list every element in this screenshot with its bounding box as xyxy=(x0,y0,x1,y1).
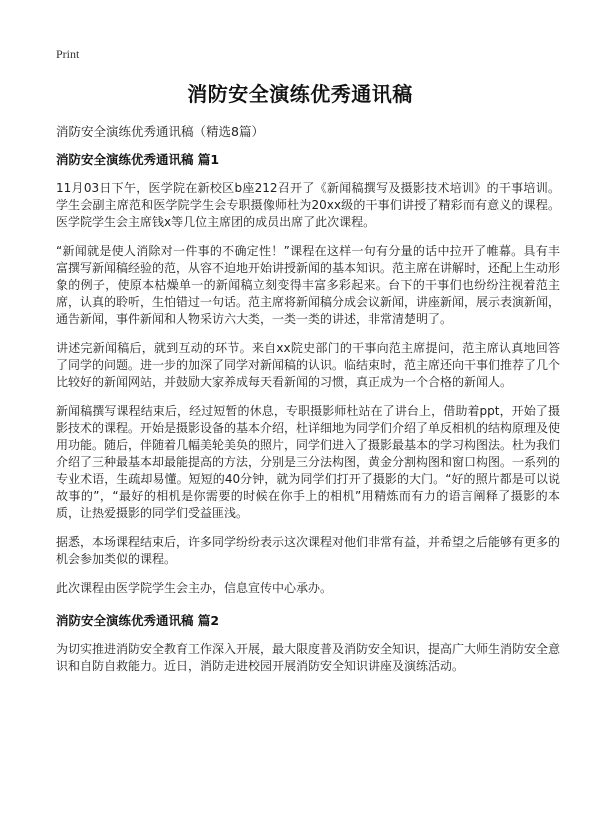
paragraph: 新闻稿撰写课程结束后，经过短暂的休息，专职摄影师杜站在了讲台上，借助着ppt，开始了摄影技术的课程。开始是摄影设备的基本介绍，杜详细地为同学们介绍了单反相机的结构原理及使用功能。随后，伴随着几幅美轮美奂的照片，同学们进入了摄影最基本的学习构图法。杜为我们介绍了三种最基本却最能提高的方法，分别是三分法构图，黄金分割构图和窗口构图。一系列的专业术语，生疏却易懂。短短的40分钟，就为同学们打开了摄影的大门。“好的照片都是可以说故事的”，“最好的相机是你需要的时候在你手上的相机”用精炼而有力的语言阐释了摄影的本质，让热爱摄影的同学们受益匪浅。 xyxy=(56,404,561,520)
paragraph: 据悉，本场课程结束后，许多同学纷纷表示这次课程对他们非常有益，并希望之后能够有更多的机会参加类似的课程。 xyxy=(56,535,561,566)
section-heading: 消防安全演练优秀通讯稿 篇2 xyxy=(56,613,220,628)
section-2 xyxy=(56,611,560,675)
paragraph: 为切实推进消防安全教育工作深入开展，最大限度普及消防安全知识，提高广大师生消防安全意识和自防自救能力。近日，消防走进校园开展消防安全知识讲座及演练活动。 xyxy=(56,642,561,673)
document-subtitle: 消防安全演练优秀通讯稿（精选8篇） xyxy=(56,124,264,139)
section-1 xyxy=(56,150,560,597)
paragraph: 讲述完新闻稿后，就到互动的环节。来自xx院史部门的干事向范主席提问，范主席认真地回答了同学的问题。进一步的加深了同学对新闻稿的认识。临结束时，范主席还向干事们推荐了几个比较好的新闻网站，并鼓励大家养成每天看新闻的习惯，真正成为一个合格的新闻人。 xyxy=(56,341,561,389)
page-title: 消防安全演练优秀通讯稿 xyxy=(187,82,413,106)
document-body xyxy=(56,150,560,687)
paragraph: “新闻就是使人消除对一件事的不确定性！”课程在这样一句有分量的话中拉开了帷幕。具有丰富撰写新闻稿经验的范，从容不迫地开始讲授新闻的基本知识。范主席在讲解时，还配上生动形象的例子，使原本枯燥单一的新闻稿立刻变得丰富多彩起来。台下的干事们也纷纷注视着范主席，认真的聆听，生怕错过一句话。范主席将新闻稿分成会议新闻，讲座新闻，展示表演新闻，通告新闻，事件新闻和人物采访六大类，一类一类的讲述，非常清楚明了。 xyxy=(56,244,561,326)
paragraph: 此次课程由医学院学生会主办，信息宣传中心承办。 xyxy=(56,581,333,595)
print-link[interactable]: Print xyxy=(56,47,80,61)
section-heading: 消防安全演练优秀通讯稿 篇1 xyxy=(56,152,220,167)
paragraph: 11月03日下午，医学院在新校区b座212召开了《新闻稿撰写及摄影技术培训》的干事培训。学生会副主席范和医学院学生会专职摄像师杜为20xx级的干事们讲授了精彩而有意义的课程。医学院学生会主席钱x等几位主席团的成员出席了此次课程。 xyxy=(56,181,560,229)
